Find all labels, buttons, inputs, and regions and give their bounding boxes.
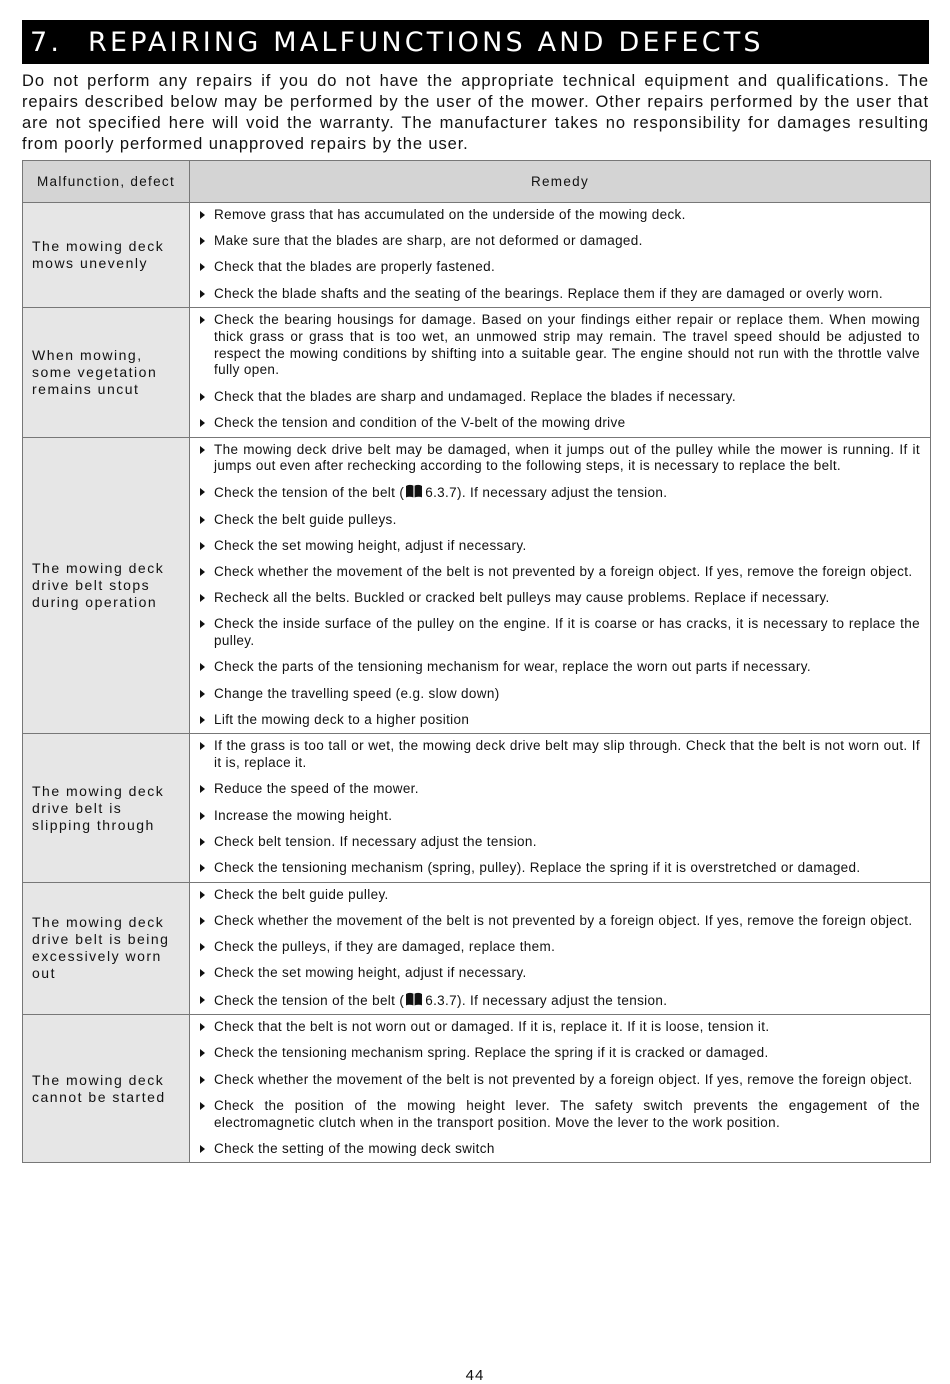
remedy-text: Lift the mowing deck to a higher position: [214, 711, 470, 727]
remedy-text: Check the parts of the tensioning mechanism for wear, replace the worn out parts if necessary.: [214, 659, 811, 675]
triangle-right-bullet-icon: [200, 620, 205, 628]
remedy-item: [200, 834, 920, 851]
remedy-item: [200, 286, 920, 303]
remedy-cell: [190, 308, 931, 437]
remedy-item: [200, 389, 920, 406]
remedy-cell: [190, 734, 931, 882]
malfunction-cell: The mowing deck drive belt is slipping through: [23, 734, 190, 882]
table-body: [23, 203, 931, 1163]
remedy-text: Check the set mowing height, adjust if necessary.: [214, 537, 527, 553]
triangle-right-bullet-icon: [200, 542, 205, 550]
book-icon: [405, 484, 423, 498]
remedy-text: Check the set mowing height, adjust if necessary.: [214, 965, 527, 981]
triangle-right-bullet-icon: [200, 316, 205, 324]
malfunction-cell: When mowing, some vegetation remains uncut: [23, 308, 190, 437]
triangle-right-bullet-icon: [200, 838, 205, 846]
remedy-text: Check that the blades are properly fastened.: [214, 259, 496, 275]
remedy-cell: [190, 203, 931, 308]
remedy-item: [200, 659, 920, 676]
remedy-item: [200, 808, 920, 825]
remedy-item: [200, 860, 920, 877]
remedy-text: If the grass is too tall or wet, the mowing deck drive belt may slip through. Check that the belt is not worn out. If it is, replace it.: [214, 738, 920, 771]
remedy-text: Make sure that the blades are sharp, are not deformed or damaged.: [214, 233, 643, 249]
remedy-text: Recheck all the belts. Buckled or cracked belt pulleys may cause problems. Replace if necessary.: [214, 590, 830, 606]
book-icon: [405, 992, 423, 1006]
remedy-text: Check that the blades are sharp and undamaged. Replace the blades if necessary.: [214, 388, 736, 404]
intro-paragraph: Do not perform any repairs if you do not have the appropriate technical equipment and qualifications. The repairs described below may be performed by the user of the mower. Other repairs performed by the user that are not specified here will void the warranty. The manufacturer takes no responsibility for damages resulting from poorly performed unapproved repairs by the user.: [22, 72, 929, 153]
malfunction-remedy-table: [22, 160, 931, 1163]
remedy-item: [200, 1019, 920, 1036]
page-number: 44: [465, 1367, 485, 1384]
remedy-text: Remove grass that has accumulated on the underside of the mowing deck.: [214, 207, 686, 222]
remedy-item: [200, 442, 920, 475]
remedy-list: [200, 442, 920, 729]
triangle-right-bullet-icon: [200, 891, 205, 899]
malfunction-cell: The mowing deck drive belt is being excessively worn out: [23, 882, 190, 1015]
triangle-right-bullet-icon: [200, 864, 205, 872]
remedy-list: [200, 738, 920, 876]
section-reference: 6.3.7: [425, 485, 457, 501]
triangle-right-bullet-icon: [200, 969, 205, 977]
triangle-right-bullet-icon: [200, 594, 205, 602]
remedy-text: Check that the belt is not worn out or damaged. If it is, replace it. If it is loose, tension it.: [214, 1019, 770, 1035]
remedy-item: [200, 590, 920, 607]
remedy-text: Check the belt guide pulley.: [214, 886, 389, 902]
table-row: [23, 437, 931, 734]
remedy-text-after: ). If necessary adjust the tension.: [457, 992, 668, 1008]
remedy-item: [200, 1141, 920, 1158]
remedy-item: [200, 939, 920, 956]
remedy-item: [200, 887, 920, 904]
remedy-text: Check the tension and condition of the V-belt of the mowing drive: [214, 414, 626, 430]
remedy-text: Check whether the movement of the belt is not prevented by a foreign object. If yes, remove the foreign object.: [214, 1071, 913, 1087]
triangle-right-bullet-icon: [200, 290, 205, 298]
remedy-cell: [190, 437, 931, 734]
table-row: [23, 882, 931, 1015]
remedy-item: [200, 913, 920, 930]
remedy-item: [200, 564, 920, 581]
section-title: REPAIRING MALFUNCTIONS AND DEFECTS: [88, 26, 764, 58]
remedy-text: The mowing deck drive belt may be damaged, when it jumps out of the pulley while the mower is running. If it jumps out even after rechecking according to the following steps, it is necessary to replace the belt.: [214, 441, 920, 474]
triangle-right-bullet-icon: [200, 1076, 205, 1084]
triangle-right-bullet-icon: [200, 716, 205, 724]
remedy-item: [200, 1045, 920, 1062]
triangle-right-bullet-icon: [200, 996, 205, 1004]
remedy-text: Increase the mowing height.: [214, 807, 393, 823]
triangle-right-bullet-icon: [200, 1102, 205, 1110]
table-header-row: [23, 161, 931, 203]
malfunction-cell: The mowing deck drive belt stops during operation: [23, 437, 190, 734]
remedy-cell: [190, 1015, 931, 1163]
remedy-item: [200, 312, 920, 379]
remedy-text: Check the pulleys, if they are damaged, replace them.: [214, 939, 556, 955]
remedy-item: [200, 992, 920, 1010]
table-row: [23, 734, 931, 882]
remedy-text: Check belt tension. If necessary adjust the tension.: [214, 833, 537, 849]
triangle-right-bullet-icon: [200, 393, 205, 401]
triangle-right-bullet-icon: [200, 690, 205, 698]
table-row: [23, 1015, 931, 1163]
remedy-text: Check whether the movement of the belt is not prevented by a foreign object. If yes, remove the foreign object.: [214, 564, 913, 580]
triangle-right-bullet-icon: [200, 1145, 205, 1153]
triangle-right-bullet-icon: [200, 568, 205, 576]
remedy-item: [200, 538, 920, 555]
section-number: 7.: [30, 26, 63, 58]
remedy-text: Check the belt guide pulleys.: [214, 511, 397, 527]
remedy-item: [200, 965, 920, 982]
remedy-item: [200, 738, 920, 771]
remedy-item: [200, 616, 920, 649]
triangle-right-bullet-icon: [200, 785, 205, 793]
remedy-item: [200, 233, 920, 250]
remedy-item: [200, 712, 920, 729]
section-reference: 6.3.7: [425, 992, 457, 1008]
malfunction-cell: The mowing deck mows unevenly: [23, 203, 190, 308]
remedy-item: [200, 484, 920, 502]
triangle-right-bullet-icon: [200, 263, 205, 271]
remedy-item: [200, 1072, 920, 1089]
triangle-right-bullet-icon: [200, 211, 205, 219]
triangle-right-bullet-icon: [200, 237, 205, 245]
remedy-text-after: ). If necessary adjust the tension.: [457, 485, 668, 501]
remedy-list: [200, 887, 920, 1010]
remedy-item: [200, 1098, 920, 1131]
header-malfunction: Malfunction, defect: [23, 161, 190, 203]
remedy-text: Change the travelling speed (e.g. slow down): [214, 685, 500, 701]
remedy-list: [200, 312, 920, 431]
remedy-item: [200, 686, 920, 703]
remedy-list: [200, 1019, 920, 1157]
remedy-cell: [190, 882, 931, 1015]
triangle-right-bullet-icon: [200, 943, 205, 951]
remedy-text-before: Check the tension of the belt (: [214, 485, 405, 501]
triangle-right-bullet-icon: [200, 663, 205, 671]
malfunction-cell: The mowing deck cannot be started: [23, 1015, 190, 1163]
triangle-right-bullet-icon: [200, 1023, 205, 1031]
remedy-text: Check the bearing housings for damage. Based on your findings either repair or replace them. When mowing thick grass or grass that is too wet, an unmowed strip may remain. The travel speed should be adjusted to respect the mowing conditions by shifting into a suitable gear. The engine should not run with the throttle valve fully open.: [214, 312, 920, 378]
remedy-text: Check the tensioning mechanism spring. Replace the spring if it is cracked or damaged.: [214, 1045, 769, 1061]
triangle-right-bullet-icon: [200, 1049, 205, 1057]
remedy-item: [200, 781, 920, 798]
triangle-right-bullet-icon: [200, 446, 205, 454]
remedy-text: Check the tensioning mechanism (spring, pulley). Replace the spring if it is overstretched or damaged.: [214, 859, 861, 875]
header-remedy: Remedy: [190, 161, 931, 203]
remedy-text: Check the setting of the mowing deck switch: [214, 1140, 495, 1156]
triangle-right-bullet-icon: [200, 488, 205, 496]
remedy-list: [200, 207, 920, 302]
remedy-text: Check the position of the mowing height lever. The safety switch prevents the engagement of the electromagnetic clutch when in the transport position. Move the lever to the work position.: [214, 1097, 920, 1130]
remedy-text-before: Check the tension of the belt (: [214, 992, 405, 1008]
remedy-item: [200, 259, 920, 276]
table-row: [23, 203, 931, 308]
table-row: [23, 308, 931, 437]
triangle-right-bullet-icon: [200, 812, 205, 820]
triangle-right-bullet-icon: [200, 419, 205, 427]
remedy-text: Check whether the movement of the belt is not prevented by a foreign object. If yes, remove the foreign object.: [214, 912, 913, 928]
remedy-item: [200, 207, 920, 224]
triangle-right-bullet-icon: [200, 516, 205, 524]
section-title-bar: [22, 20, 929, 64]
remedy-item: [200, 415, 920, 432]
remedy-text: Check the blade shafts and the seating of the bearings. Replace them if they are damaged or overly worn.: [214, 285, 884, 301]
remedy-text: Reduce the speed of the mower.: [214, 781, 419, 797]
triangle-right-bullet-icon: [200, 917, 205, 925]
remedy-text: Check the inside surface of the pulley on the engine. If it is coarse or has cracks, it is necessary to replace the pulley.: [214, 616, 920, 649]
triangle-right-bullet-icon: [200, 742, 205, 750]
remedy-item: [200, 512, 920, 529]
